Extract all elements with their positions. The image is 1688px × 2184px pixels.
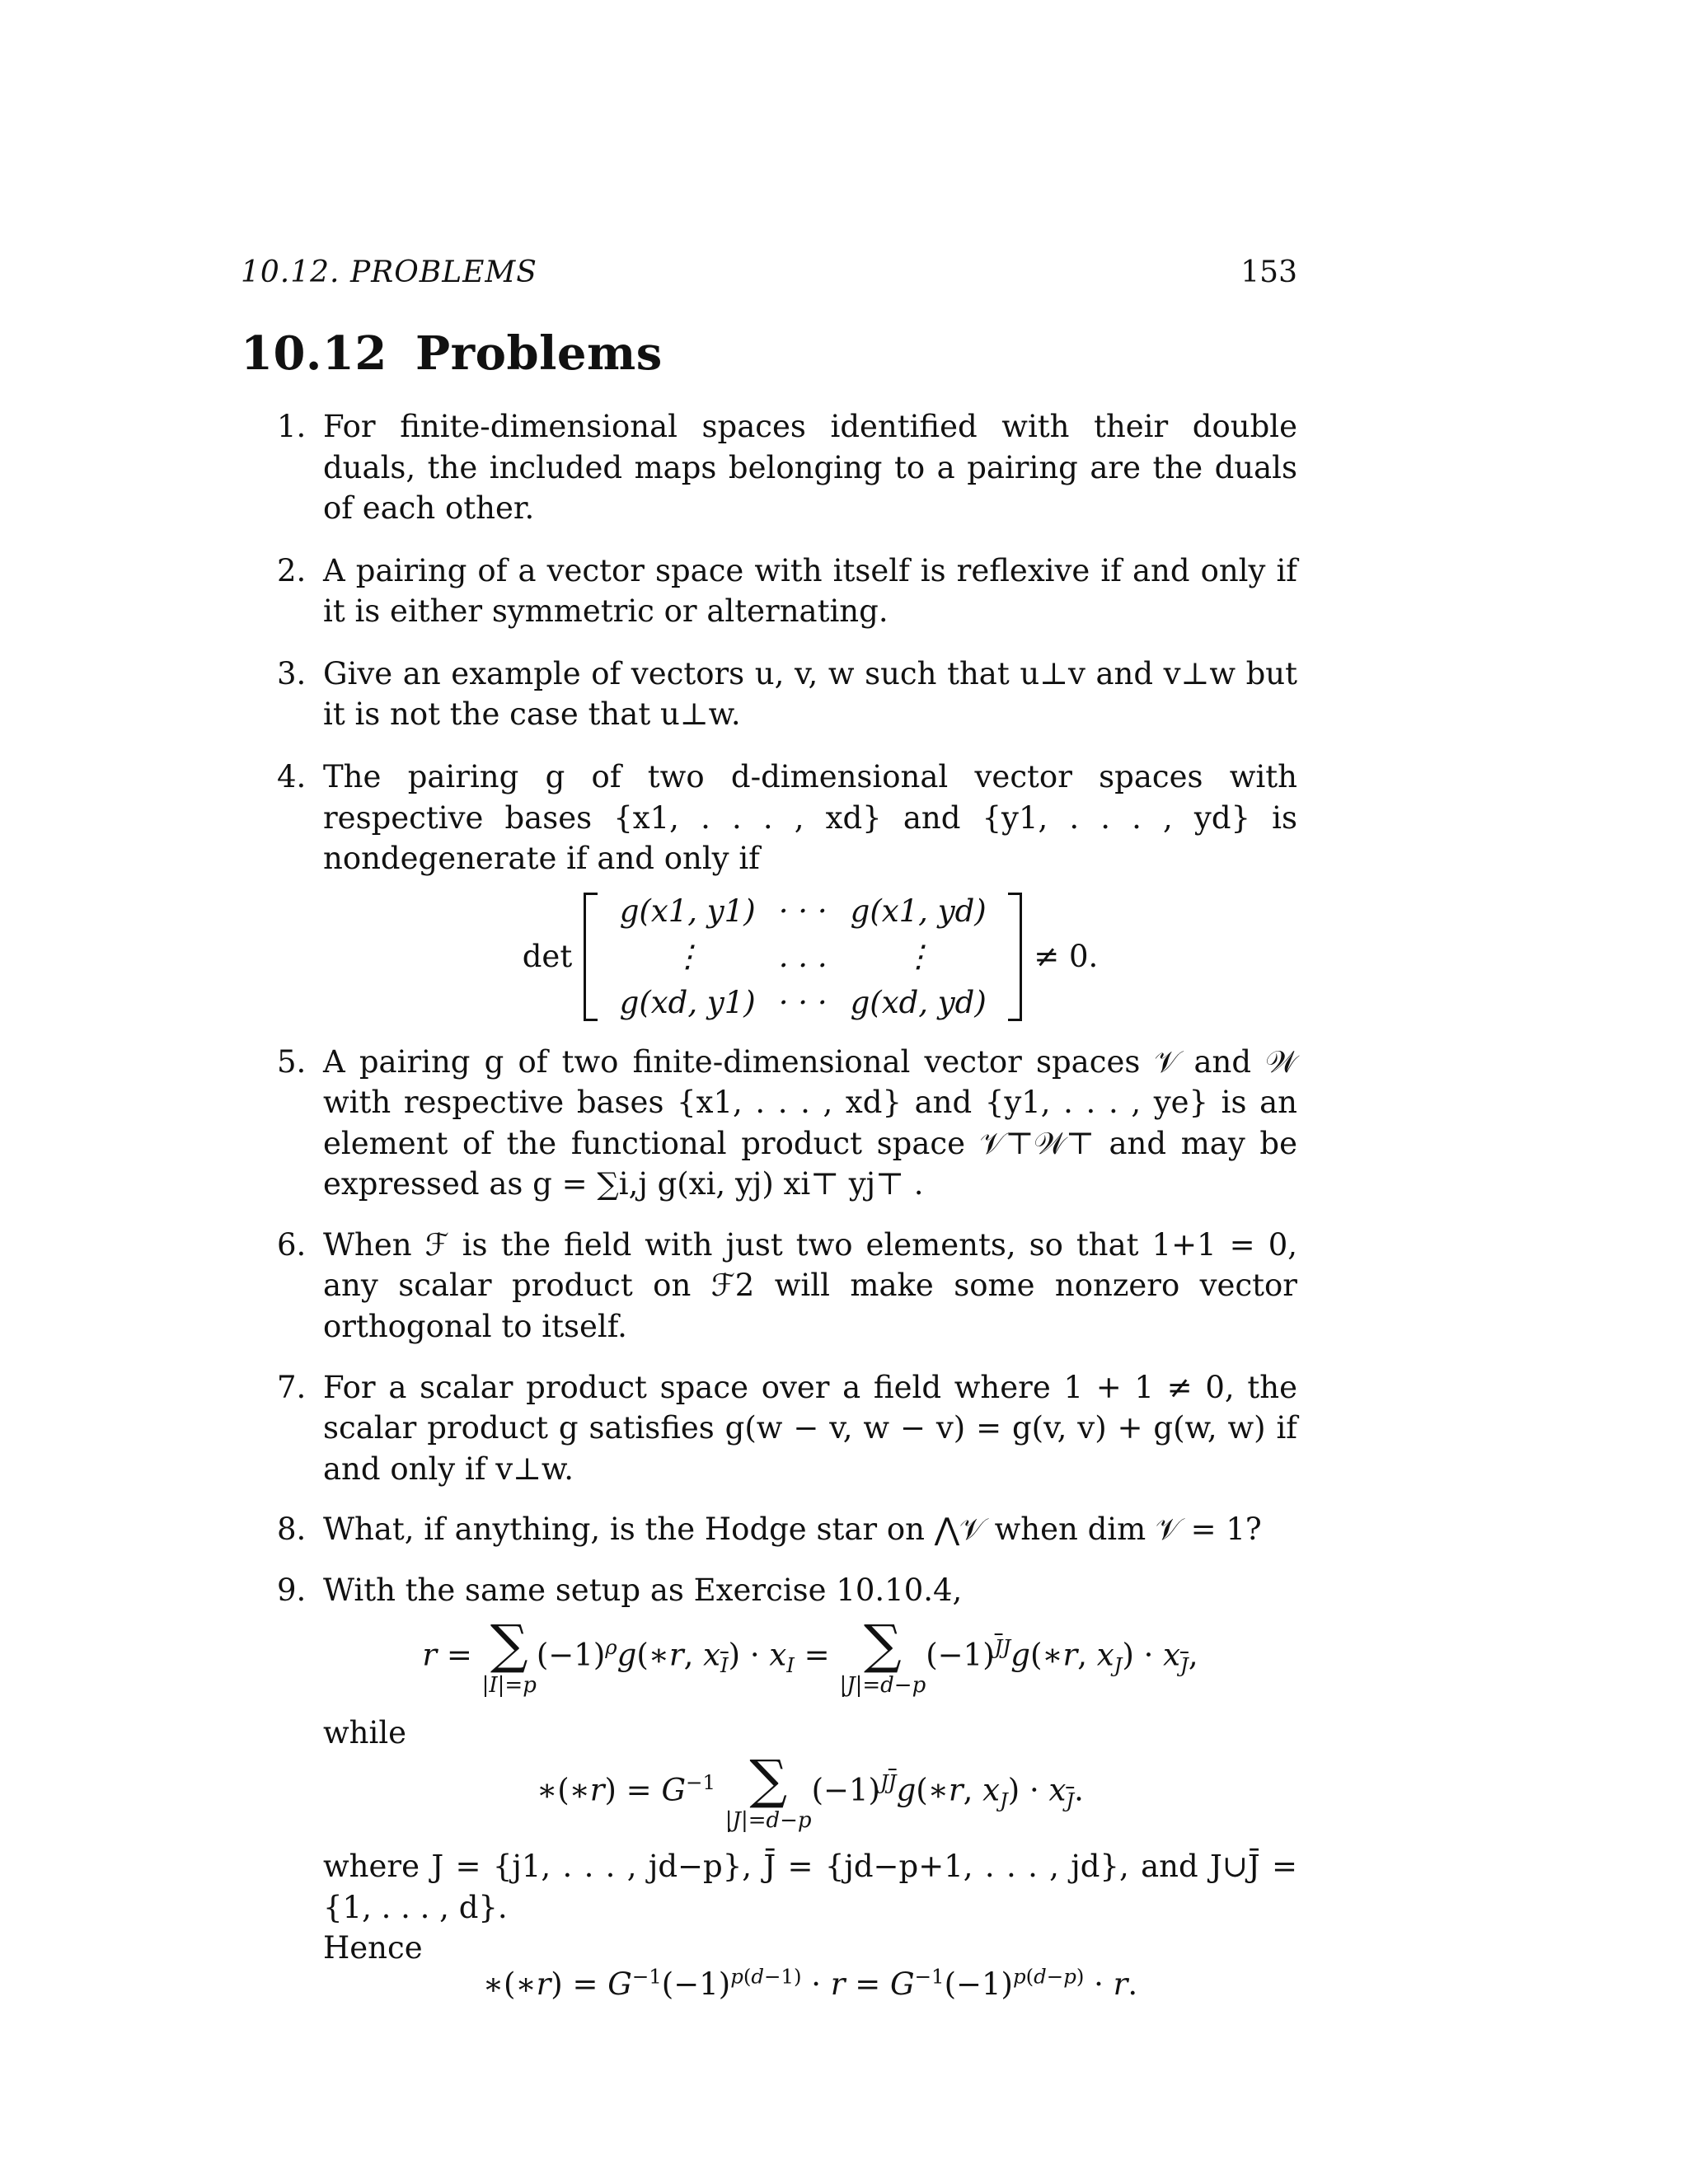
problem-8 (241, 1509, 1297, 1550)
problem-9 (241, 1570, 1297, 2004)
left-bracket (584, 893, 598, 1021)
problem-6 (241, 1225, 1297, 1347)
problem-1 (241, 406, 1297, 529)
problem-number: 7. (277, 1369, 307, 1405)
equation-r-expansion: r = ∑ |I|=p $(-1)^\rho g(∗r$, $x_{\overline{I}}) \cdot x_I$ = ∑ |J|=d−p $(-1)^{\overline{J}J}g(∗r$, $x_J) \cdot x_{\overline{J}}$, (422, 1615, 1198, 1699)
problem-4 (241, 757, 1297, 1023)
pairing-matrix (609, 891, 996, 1024)
matrix-cell: ⋮ (903, 939, 934, 975)
problem-text: A pairing g of two finite-dimensional vector spaces 𝒱 and 𝒲 with respective bases {x1, . . . , xd} and {y1, . . . , ye} is an element of the functional product space 𝒱⊤𝒲⊤ and may be expressed as g = ∑i,j g(xi, yj) xi⊤ yj⊤ . (323, 1043, 1297, 1202)
section-heading (241, 323, 663, 385)
problem-5 (241, 1042, 1297, 1205)
right-bracket (1008, 893, 1022, 1021)
problem-7 (241, 1367, 1297, 1490)
while-label: while (323, 1715, 407, 1751)
matrix-cell: ⋮ (672, 939, 703, 975)
page-number: 153 (1240, 255, 1297, 289)
problem-list (241, 406, 1297, 2004)
problem-text: A pairing of a vector space with itself is reflexive if and only if it is either symmetric or alternating. (323, 552, 1297, 630)
equation-hodge-double: ∗(∗r) = $G^{-1}$ ∑ |J|=d−p $(-1)^{J\overline{J}}g(∗r$, $x_J) \cdot x_{\overline{J}}$. (537, 1750, 1084, 1834)
matrix-cell: · · · (778, 984, 828, 1020)
problem-number: 6. (277, 1226, 307, 1263)
problem-3 (241, 654, 1297, 735)
problem-number: 3. (277, 655, 307, 691)
problem-text: The pairing g of two d-dimensional vector spaces with respective bases {x1, . . . , xd} and {y1, . . . , yd} is nondegenerate if and only if (323, 759, 1297, 877)
running-head (241, 253, 1297, 293)
hence-label: Hence (323, 1930, 423, 1966)
matrix-cell: g(x1, yd) (850, 893, 987, 929)
problem-text: With the same setup as Exercise 10.10.4, (323, 1572, 963, 1608)
problem-number: 8. (277, 1511, 307, 1548)
problem-text: For a scalar product space over a field where 1 + 1 ≠ 0, the scalar product g satisfies g(w − v, w − v) = g(v, v) + g(w, w) if and only if v⊥w. (323, 1369, 1297, 1487)
problem-number: 2. (277, 552, 307, 588)
matrix-cell: g(xd, yd) (850, 984, 987, 1020)
problem-number: 1. (277, 409, 307, 444)
problem-number: 5. (277, 1043, 307, 1080)
problem-number: 9. (277, 1572, 307, 1608)
det-label: det (522, 939, 573, 975)
problem-text: For finite-dimensional spaces identified with their double duals, the included maps belonging to a pairing are the duals of each other. (323, 409, 1297, 527)
matrix-cell: · · · (778, 893, 828, 929)
running-head-chapter: 10.12. PROBLEMS (241, 255, 537, 289)
matrix-cell: g(xd, y1) (619, 984, 756, 1020)
problem-2 (241, 551, 1297, 632)
determinant-condition: ≠ 0. (1034, 939, 1099, 975)
section-number: 10.12 (241, 326, 387, 381)
matrix-cell: g(x1, y1) (619, 893, 756, 929)
where-text: where J = {j1, . . . , jd−p}, J̄ = {jd−p+1, . . . , jd}, and J∪J̄ = {1, . . . , d}. (323, 1849, 1297, 1925)
problem-text: Give an example of vectors u, v, w such that u⊥v and v⊥w but it is not the case that u⊥w. (323, 655, 1297, 733)
section-title: Problems (415, 326, 663, 381)
problem-number: 4. (277, 759, 307, 795)
equation-hodge-result: ∗(∗r) = $G^{-1}(-1)^{p(d-1)} \cdot r = G^{-1}(-1)^{p(d-p)} \cdot r$. (482, 1964, 1138, 2002)
problem-text: What, if anything, is the Hodge star on ⋀𝒱 when dim 𝒱 = 1? (323, 1511, 1262, 1548)
determinant-equation (323, 891, 1297, 1024)
matrix-cell: . . . (778, 939, 828, 975)
problem-text: When ℱ is the field with just two elements, so that 1+1 = 0, any scalar product on ℱ2 will make some nonzero vector orthogonal to itself. (323, 1226, 1297, 1344)
